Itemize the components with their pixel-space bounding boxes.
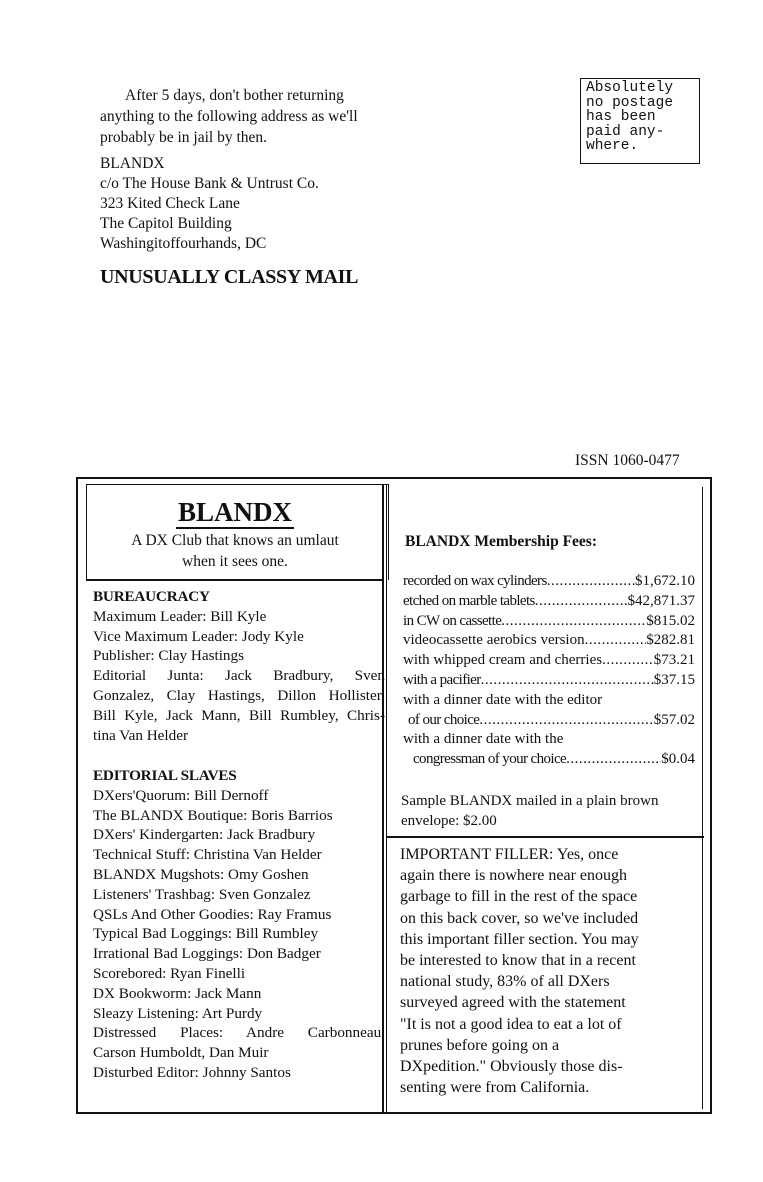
- fee-price: $73.21: [653, 652, 695, 669]
- staff-line: Carson Humboldt, Dan Muir: [93, 1044, 269, 1062]
- staff-line: Gonzalez, Clay Hastings, Dillon Hollister,: [93, 686, 385, 704]
- dot-leader: [566, 750, 661, 770]
- tagline-line: when it sees one.: [182, 553, 288, 570]
- fee-description: of our choice: [408, 711, 480, 728]
- mail-class-label: UNUSUALLY CLASSY MAIL: [100, 266, 359, 288]
- address-line: 323 Kited Check Lane: [100, 195, 240, 212]
- right-column-border: [702, 487, 703, 1109]
- masthead-title-text: BLANDX: [177, 497, 292, 527]
- fee-item: [403, 651, 695, 671]
- fee-price: $1,672.10: [635, 573, 695, 589]
- editorial-slaves-heading: EDITORIAL SLAVES: [93, 767, 237, 784]
- column-divider-inner: [386, 484, 387, 1112]
- membership-fees-heading: BLANDX Membership Fees:: [405, 533, 598, 550]
- important-filler: [400, 844, 690, 1098]
- filler-line: national study, 83% of all DXers: [400, 973, 610, 991]
- dot-leader: [535, 592, 628, 612]
- fee-description: recorded on wax cylinders: [403, 573, 547, 589]
- filler-line: be interested to know that in a recent: [400, 952, 636, 970]
- staff-line: Maximum Leader: Bill Kyle: [93, 607, 267, 625]
- filler-line: this important filler section. You may: [400, 930, 639, 948]
- fee-description: with whipped cream and cherries: [403, 652, 603, 669]
- postage-box: [580, 78, 700, 164]
- fee-item: [403, 592, 695, 612]
- dot-leader: [585, 631, 647, 651]
- fee-item: [403, 631, 695, 651]
- dot-leader: [481, 671, 654, 691]
- address-line: Washingitoffourhands, DC: [100, 235, 267, 252]
- staff-line: Typical Bad Loggings: Bill Rumbley: [93, 925, 319, 943]
- membership-fees-list: [403, 572, 695, 770]
- masthead-title: [86, 497, 384, 528]
- filler-line: DXpedition." Obviously those dis-: [400, 1058, 623, 1076]
- issn-number: ISSN 1060-0477: [575, 452, 680, 469]
- fee-description: etched on marble tablets: [403, 592, 535, 609]
- return-notice: [100, 85, 400, 148]
- address-line: BLANDX: [100, 155, 165, 172]
- address-line: c/o The House Bank & Untrust Co.: [100, 175, 319, 192]
- filler-line: garbage to fill in the rest of the space: [400, 888, 638, 906]
- postage-line: no postage: [586, 94, 674, 111]
- staff-line: Bill Kyle, Jack Mann, Bill Rumbley, Chris-: [93, 706, 385, 724]
- fee-description: videocassette aerobics version: [403, 632, 585, 649]
- filler-divider: [386, 836, 704, 838]
- filler-line: again there is nowhere near enough: [400, 867, 628, 885]
- address-line: The Capitol Building: [100, 215, 232, 232]
- fee-description: in CW on cassette: [403, 612, 502, 629]
- sample-offer: [401, 792, 699, 831]
- postage-line: has been: [586, 109, 656, 126]
- staff-line: Publisher: Clay Hastings: [93, 647, 245, 665]
- sample-line: Sample BLANDX mailed in a plain brown: [401, 793, 659, 809]
- filler-line: on this back cover, so we've included: [400, 909, 639, 927]
- staff-line: BLANDX Mugshots: Omy Goshen: [93, 865, 309, 883]
- fee-price: $57.02: [653, 711, 695, 728]
- masthead-tagline: [86, 530, 384, 572]
- mailing-address: [100, 154, 319, 254]
- filler-line: surveyed agreed with the statement: [400, 994, 626, 1012]
- staff-line: The BLANDX Boutique: Boris Barrios: [93, 806, 333, 824]
- filler-line: "It is not a good idea to eat a lot of: [400, 1015, 622, 1033]
- staff-line: Distressed Places: Andre Carbonneau,: [93, 1024, 385, 1042]
- filler-line: senting were from California.: [400, 1079, 590, 1097]
- staff-line: QSLs And Other Goodies: Ray Framus: [93, 905, 332, 923]
- staff-line: Vice Maximum Leader: Jody Kyle: [93, 627, 304, 645]
- staff-line: tina Van Helder: [93, 726, 189, 744]
- fee-item: [403, 612, 695, 632]
- bureaucracy-section: [93, 587, 385, 745]
- staff-line: Listeners' Trashbag: Sven Gonzalez: [93, 885, 311, 903]
- sample-line: envelope: $2.00: [401, 812, 497, 829]
- filler-line: IMPORTANT FILLER: Yes, once: [400, 846, 619, 863]
- dot-leader: [547, 572, 635, 592]
- bureaucracy-heading: BUREAUCRACY: [93, 588, 210, 605]
- fee-item: [403, 750, 695, 770]
- title-divider: [86, 579, 384, 581]
- fee-price: $815.02: [646, 612, 695, 629]
- fee-price: $42,871.37: [627, 592, 695, 609]
- editorial-slaves-section: [93, 766, 385, 1083]
- tagline-line: A DX Club that knows an umlaut: [131, 532, 339, 549]
- fee-description: congressman of your choice: [413, 751, 567, 768]
- return-notice-line: After 5 days, don't bother returning: [125, 87, 344, 104]
- return-notice-line: anything to the following address as we'll: [100, 108, 358, 125]
- dot-leader: [479, 711, 653, 731]
- fee-item: [403, 671, 695, 691]
- staff-line: Disturbed Editor: Johnny Santos: [93, 1063, 291, 1081]
- fee-description: with a pacifier: [403, 671, 481, 688]
- staff-line: Editorial Junta: Jack Bradbury, Sven: [93, 667, 385, 685]
- fee-item: [403, 711, 695, 731]
- dot-leader: [602, 651, 654, 671]
- postage-line: paid any-: [586, 123, 665, 140]
- fee-description: with a dinner date with the editor: [403, 691, 603, 708]
- postage-line: Absolutely: [586, 80, 674, 96]
- staff-line: Technical Stuff: Christina Van Helder: [93, 846, 322, 864]
- return-notice-line: probably be in jail by then.: [100, 129, 268, 146]
- staff-line: Irrational Bad Loggings: Don Badger: [93, 945, 321, 963]
- staff-line: Sleazy Listening: Art Purdy: [93, 1004, 263, 1022]
- staff-line: DXers'Quorum: Bill Dernoff: [93, 786, 269, 804]
- fee-description: with a dinner date with the: [403, 731, 564, 748]
- staff-line: DX Bookworm: Jack Mann: [93, 984, 262, 1002]
- fee-item: [403, 572, 695, 592]
- filler-line: prunes before going on a: [400, 1036, 560, 1054]
- dot-leader: [501, 612, 646, 632]
- postage-line: where.: [586, 138, 639, 155]
- fee-price: $0.04: [661, 751, 695, 768]
- fee-price: $37.15: [653, 671, 695, 688]
- staff-line: DXers' Kindergarten: Jack Bradbury: [93, 826, 316, 844]
- fee-price: $282.81: [646, 632, 695, 649]
- staff-line: Scorebored: Ryan Finelli: [93, 964, 246, 982]
